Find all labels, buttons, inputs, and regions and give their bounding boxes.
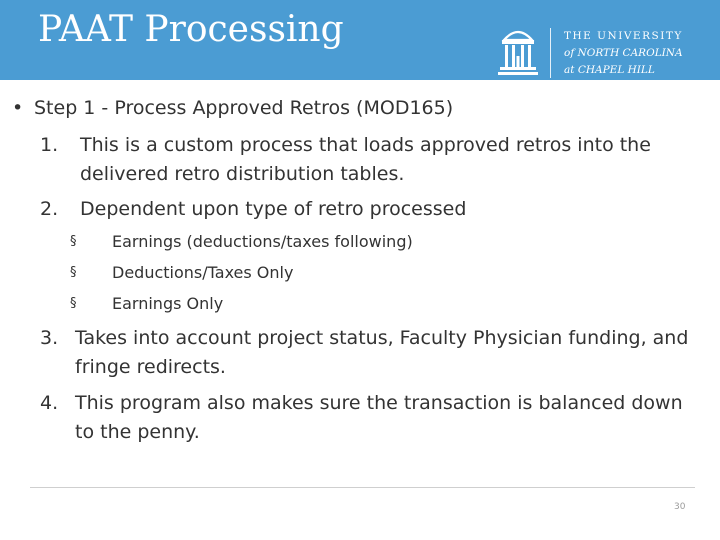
sub-item-text: Earnings (deductions/taxes following) [112, 232, 413, 251]
logo-line-3: at CHAPEL HILL [564, 64, 655, 76]
header-bar [0, 0, 720, 80]
footer-divider [30, 487, 695, 488]
bullet-dot: • [12, 97, 24, 119]
item-text-line: to the penny. [75, 421, 200, 443]
unc-logo [498, 26, 708, 80]
square-bullet-icon: § [70, 296, 77, 311]
item-number: 2. [40, 198, 59, 220]
item-text-line: delivered retro distribution tables. [80, 163, 405, 185]
item-number: 3. [40, 327, 59, 349]
slide-title: PAAT Processing [38, 9, 344, 50]
item-text-line: This is a custom process that loads approved retros into the [80, 134, 651, 156]
old-well-icon [498, 26, 538, 78]
logo-divider [550, 28, 551, 78]
item-text-line: Takes into account project status, Faculty Physician funding, and [75, 327, 689, 349]
logo-line-2: of NORTH CAROLINA [564, 47, 683, 59]
sub-item-text: Earnings Only [112, 294, 224, 313]
page-number: 30 [674, 502, 686, 512]
square-bullet-icon: § [70, 265, 77, 280]
logo-line-1: THE UNIVERSITY [564, 30, 683, 42]
logo-wordmark [564, 28, 683, 79]
item-text-line: fringe redirects. [75, 356, 226, 378]
item-text-line: This program also makes sure the transaction is balanced down [75, 392, 683, 414]
sub-item-text: Deductions/Taxes Only [112, 263, 294, 282]
item-number: 4. [40, 392, 59, 414]
item-text-line: Dependent upon type of retro processed [80, 198, 467, 220]
item-number: 1. [40, 134, 59, 156]
main-bullet-text: Step 1 - Process Approved Retros (MOD165) [34, 97, 454, 119]
square-bullet-icon: § [70, 234, 77, 249]
main-bullet [12, 96, 453, 120]
